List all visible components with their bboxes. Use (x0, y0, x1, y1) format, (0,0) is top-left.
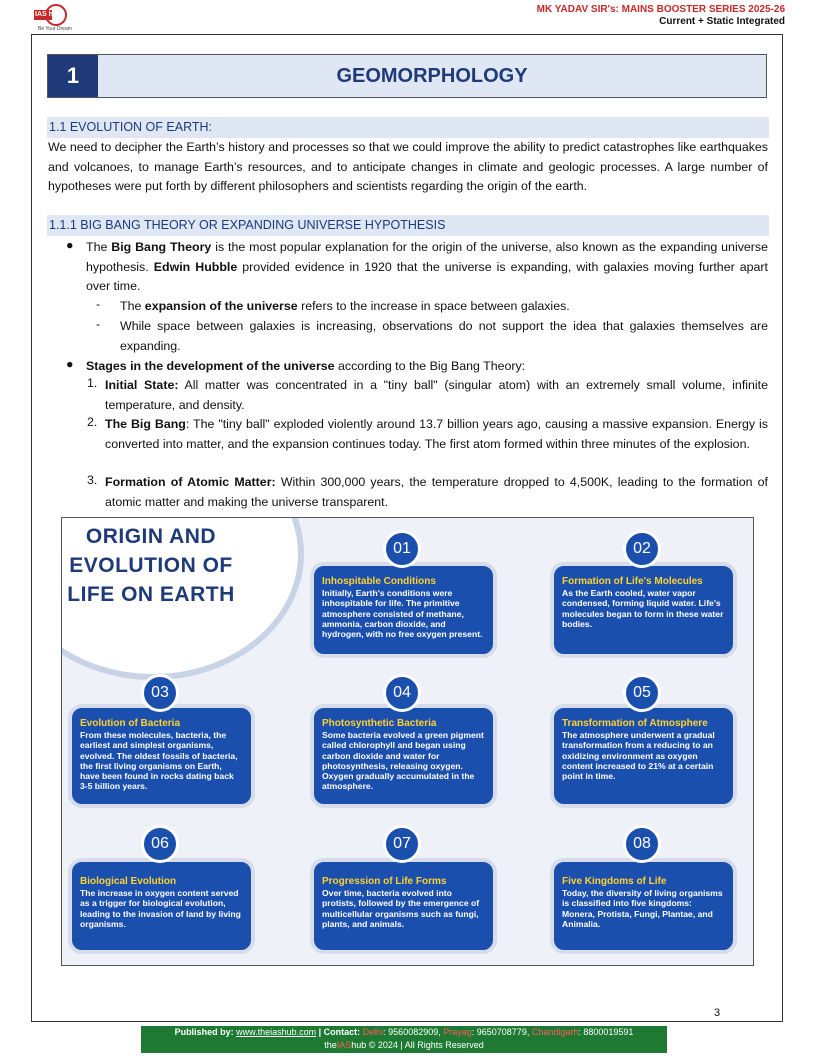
text: according to the Big Bang Theory: (334, 359, 526, 373)
logo-tagline: Be Your Dream (38, 26, 72, 32)
text: All matter was concentrated in a "tiny ball" (singular atom) with an extremely small volume, infinite temperature, and density. (105, 378, 768, 412)
card-desc: The increase in oxygen content served as a trigger for biological evolution, leading to the invasion of land by living organisms. (80, 888, 241, 929)
footer-contact-line (141, 1026, 667, 1039)
keyword: Big Bang Theory (111, 240, 212, 254)
copyright-text: hub © 2024 | All Rights Reserved (351, 1040, 484, 1050)
card-06 (68, 858, 255, 954)
footer-bar (141, 1026, 667, 1053)
bullet-stages (86, 357, 768, 377)
phone-prayag: : 9650708779, (471, 1027, 532, 1037)
text: The (86, 240, 112, 254)
text: is the most popular explanation for the origin of the universe, also known as the expanding universe hypothesis. (86, 240, 768, 274)
list-item-atomic-matter (105, 473, 768, 512)
chapter-number: 1 (48, 55, 98, 97)
keyword: Edwin Hubble (153, 259, 238, 274)
card-desc: Today, the diversity of living organisms is classified into five kingdoms: Monera, Protista, Fungi, Plantae, and Animalia. (562, 888, 723, 929)
keyword: Initial State: (105, 378, 179, 392)
card-number-badge: 07 (383, 825, 421, 863)
card-title: Photosynthetic Bacteria (322, 718, 437, 729)
card-title: Formation of Life's Molecules (562, 576, 703, 587)
card-02 (550, 562, 737, 658)
text: The (120, 299, 145, 313)
text: : The "tiny ball" exploded violently around 13.7 billion years ago, causing a massive expansion. Energy is converted into matter, and the expansion continues today. The first atom formed within three minutes of the explosion. (105, 417, 768, 451)
infographic-origin-of-life (61, 517, 754, 966)
list-number: 2. (87, 415, 98, 429)
card-number-badge: 06 (141, 825, 179, 863)
card-title: Inhospitable Conditions (322, 576, 436, 587)
infographic-title: ORIGIN AND EVOLUTION OF LIFE ON EARTH (67, 525, 235, 606)
card-08 (550, 858, 737, 954)
card-desc: Initially, Earth's conditions were inhospitable for life. The primitive atmosphere consisted of methane, ammonia, carbon dioxide, and hydrogen, with no free oxygen present. (322, 588, 483, 640)
series-subtitle: Current + Static Integrated (659, 16, 785, 27)
bullet-icon: ● (66, 238, 74, 252)
card-desc: Over time, bacteria evolved into protists, followed by the emergence of multicellular organisms such as fungi, plants, and animals. (322, 888, 480, 929)
card-desc: As the Earth cooled, water vapor condensed, forming liquid water. Life's molecules began to form in these water bodies. (562, 588, 724, 629)
section-heading-evolution-of-earth: 1.1 EVOLUTION OF EARTH: (47, 117, 769, 138)
keyword: expansion of the universe (144, 299, 298, 313)
card-03 (68, 704, 255, 808)
iashub-logo (32, 3, 72, 33)
text: refers to the increase in space between galaxies. (297, 299, 570, 313)
copyright-brand: IAS (336, 1040, 352, 1050)
phone-delhi: : 9560082909, (383, 1027, 444, 1037)
bullet-icon: ● (66, 357, 74, 371)
list-item-initial-state (105, 376, 768, 415)
text: provided evidence in 1920 that the universe is expanding, with galaxies moving further apart over time. (86, 259, 768, 293)
card-desc: The atmosphere underwent a gradual transformation from a reducing to an oxidizing environment as oxygen content increased to 21% at a certain point in time. (562, 730, 715, 782)
dash-icon: - (96, 317, 101, 331)
keyword: Stages in the development of the universe (86, 359, 335, 373)
list-number: 3. (87, 473, 98, 487)
keyword: The Big Bang (105, 417, 186, 431)
chapter-heading (47, 54, 767, 98)
card-title: Five Kingdoms of Life (562, 876, 667, 887)
card-desc: From these molecules, bacteria, the earliest and simplest organisms, evolved. The oldest fossils of bacteria, the first living organisms on Earth, have been found in rocks dating back 3-5 billion years. (80, 730, 238, 792)
card-title: Progression of Life Forms (322, 876, 447, 887)
card-05 (550, 704, 737, 808)
card-04 (310, 704, 497, 808)
card-07 (310, 858, 497, 954)
footer-copyright (141, 1039, 667, 1052)
city-prayag: Prayag (443, 1027, 472, 1037)
series-title: MK YADAV SIR's: MAINS BOOSTER SERIES 2025-26 (536, 4, 785, 15)
card-number-badge: 04 (383, 674, 421, 712)
card-title: Biological Evolution (80, 876, 177, 887)
sub-bullet-expansion (120, 297, 768, 317)
card-01 (310, 562, 497, 658)
website-link[interactable]: www.theiashub.com (236, 1027, 317, 1037)
card-number-badge: 03 (141, 674, 179, 712)
published-label: Published by: (174, 1027, 237, 1037)
copyright-prefix: the (324, 1040, 337, 1050)
keyword: Formation of Atomic Matter: (105, 475, 276, 489)
series-header (537, 4, 785, 28)
bullet-big-bang-theory (86, 238, 768, 297)
card-number-badge: 08 (623, 825, 661, 863)
city-delhi: Delhi (362, 1027, 384, 1037)
phone-chandigarh: : 8800019591 (578, 1027, 634, 1037)
card-number-badge: 05 (623, 674, 661, 712)
card-title: Evolution of Bacteria (80, 718, 181, 729)
section-paragraph: We need to decipher the Earth’s history and processes so that we could improve the ability to predict catastrophes like earthquakes and volcanoes, to manage Earth’s resources, and to anticipate changes in climate and geologic processes. A large number of hypotheses were put forth by different philosophers and scientists regarding the origin of the earth. (48, 140, 768, 193)
list-item-big-bang (105, 415, 768, 454)
city-chandigarh: Chandigarh (531, 1027, 579, 1037)
card-desc: Some bacteria evolved a green pigment called chlorophyll and began using carbon dioxide and water for photosynthesis, releasing oxygen. Oxygen gradually accumulated in the atmosphere. (322, 730, 484, 792)
list-number: 1. (87, 376, 98, 390)
card-number-badge: 01 (383, 530, 421, 568)
sub-bullet-galaxies: While space between galaxies is increasing, observations do not support the idea that galaxies themselves are expanding. (120, 319, 768, 353)
card-title: Transformation of Atmosphere (562, 718, 708, 729)
page-number: 3 (714, 1007, 721, 1019)
card-number-badge: 02 (623, 530, 661, 568)
dash-icon: - (96, 297, 101, 311)
contact-label: | Contact: (316, 1027, 363, 1037)
chapter-title: GEOMORPHOLOGY (336, 64, 528, 87)
logo-text: IAS hub (35, 11, 62, 18)
text: Within 300,000 years, the temperature dropped to 4,500K, leading to the formation of atomic matter and making the universe transparent. (105, 475, 769, 509)
section-heading-big-bang: 1.1.1 BIG BANG THEORY OR EXPANDING UNIVERSE HYPOTHESIS (47, 215, 769, 236)
